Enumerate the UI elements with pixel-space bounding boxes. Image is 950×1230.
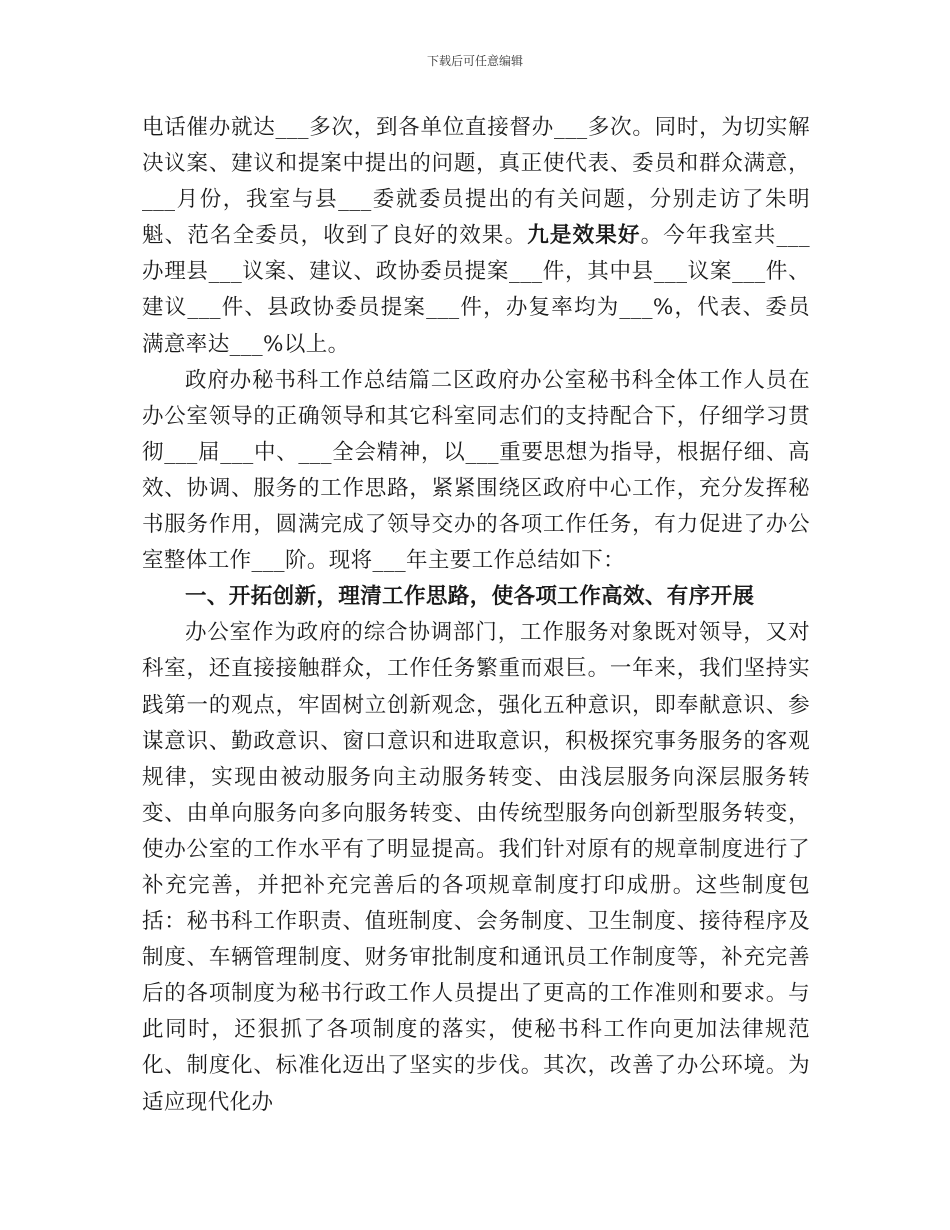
paragraph-3: 办公室作为政府的综合协调部门，工作服务对象既对领导，又对科室，还直接接触群众，工作任务繁重而艰巨。一年来，我们坚持实践第一的观点，牢固树立创新观念，强化五种意识，即奉献意识、参谋意识、勤政意识、窗口意识和进取意识，积极探究事务服务的客观规律，实现由被动服务向主动服务转变、由浅层服务向深层服务转变、由单向服务向多向服务转变、由传统型服务向创新型服务转变，使办公室的工作水平有了明显提高。我们针对原有的规章制度进行了补充完善，并把补充完善后的各项规章制度打印成册。这些制度包括：秘书科工作职责、值班制度、会务制度、卫生制度、接待程序及制度、车辆管理制度、财务审批制度和通讯员工作制度等，补充完善后的各项制度为秘书行政工作人员提出了更高的工作准则和要求。与此同时，还狠抓了各项制度的落实，使秘书科工作向更加法律规范化、制度化、标准化迈出了坚实的步伐。其次，改善了办公环境。为适应现代化办 (142, 620, 810, 1115)
paragraph-1-bold-phrase: 九是效果好 (527, 223, 641, 249)
paragraph-1 (142, 110, 810, 363)
page-header: 下载后可任意编辑 (426, 54, 523, 68)
paragraph-1-text-a: 电话催办就达___多次，到各单位直接督办___多次。同时，为切实解决议案、建议和提案中提出的问题，真正使代表、委员和群众满意，___月份，我室与县___委就委员提出的有关问题，分别走访了朱明魁、范名全委员，收到了良好的效果。 (142, 115, 810, 249)
paragraph-2: 政府办秘书科工作总结篇二区政府办公室秘书科全体工作人员在办公室领导的正确领导和其它科室同志们的支持配合下，仔细学习贯彻___届___中、___全会精神，以___重要思想为指导，根据仔细、高效、协调、服务的工作思路，紧紧围绕区政府中心工作，充分发挥秘书服务作用，圆满完成了领导交办的各项工作任务，有力促进了办公室整体工作___阶。现将___年主要工作总结如下： (142, 367, 810, 574)
section-heading: 一、开拓创新，理清工作思路，使各项工作高效、有序开展 (185, 584, 755, 610)
paragraph-1-text-b: 。今年我室共___办理县___议案、建议、政协委员提案___件，其中县___议案___件、建议___件、县政协委员提案___件，办复率均为___%，代表、委员满意率达___%以上。 (142, 223, 810, 357)
document-body (142, 110, 810, 1121)
